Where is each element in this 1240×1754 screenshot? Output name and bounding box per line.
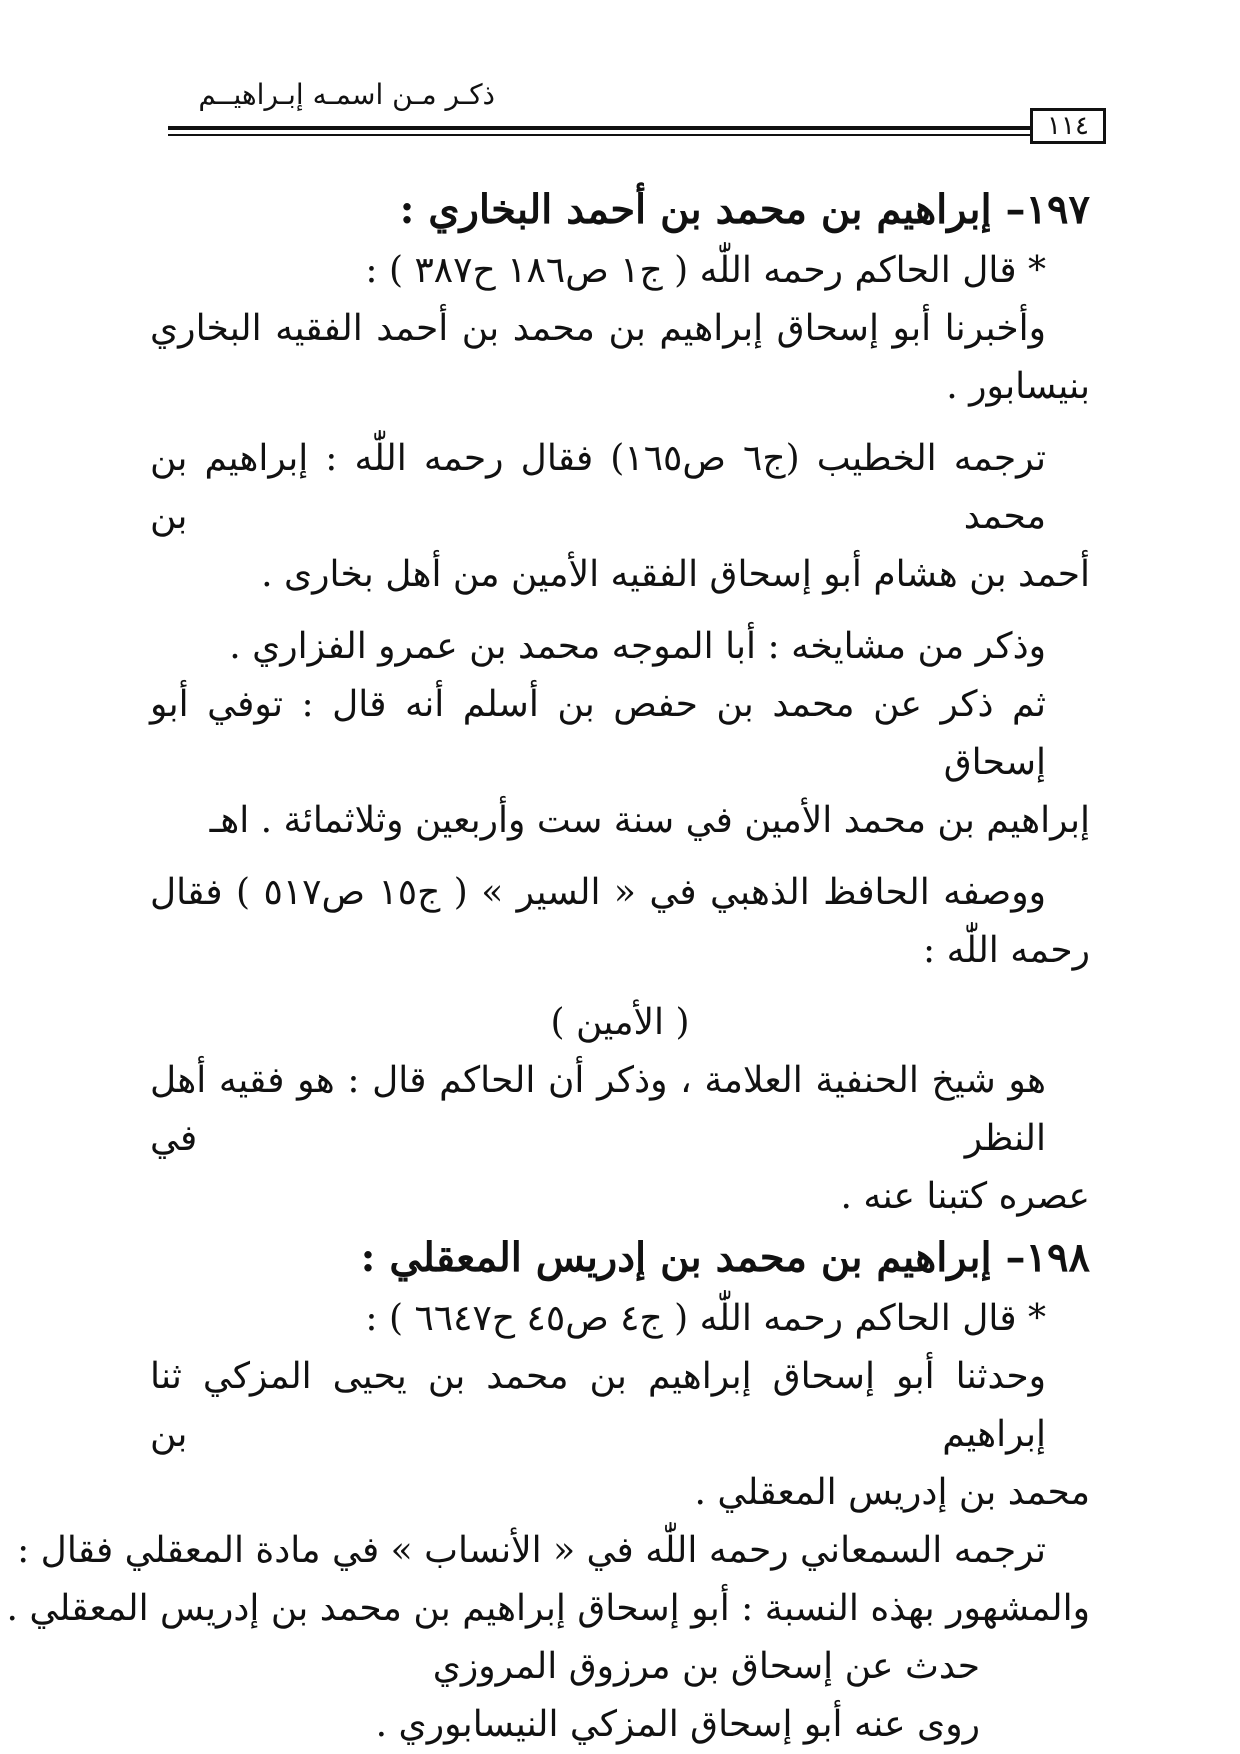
text-line: وذكر من مشايخه : أبا الموجه محمد بن عمرو الفزاري . [229, 626, 1046, 667]
text-line: ( الأمين ) [550, 1002, 690, 1043]
entry-heading: ١٩٧– إبراهيم بن محمد بن أحمد البخاري : [399, 186, 1090, 233]
citation-line: * قال الحاكم رحمه اللّٰه ( ج٤ ص٤٥ ح٦٦٤٧ ) : [365, 1298, 1046, 1339]
text-line: وأخبرنا أبو إسحاق إبراهيم بن محمد بن أحمد الفقيه البخاري [150, 308, 1046, 349]
running-title: ذكـر مـن اسمـه إبـراهيــم [198, 78, 495, 111]
text-line: وحدثنا أبو إسحاق إبراهيم بن محمد بن يحيى المزكي ثنا إبراهيم بن [150, 1356, 1046, 1455]
page-body [6, 178, 1090, 1754]
text-line: ترجمه السمعاني رحمه اللّٰه في « الأنساب » في مادة المعقلي فقال : [17, 1530, 1046, 1571]
text-line: ووصفه الحافظ الذهبي في « السير » ( ج١٥ ص٥١٧ ) فقال [150, 872, 1046, 913]
header-rule-thin [168, 134, 1033, 136]
text-line: ترجمه الخطيب (ج٦ ص١٦٥) فقال رحمه اللّٰه : إبراهيم بن محمد بن [150, 438, 1047, 537]
text-line: أحمد بن هشام أبو إسحاق الفقيه الأمين من أهل بخارى . [261, 554, 1090, 595]
entry-heading: ١٩٨– إبراهيم بن محمد بن إدريس المعقلي : [360, 1234, 1090, 1281]
page-number: ١١٤ [1030, 108, 1106, 144]
text-line: روى عنه أبو إسحاق المزكي النيسابوري . [375, 1704, 980, 1745]
citation-line: * قال الحاكم رحمه اللّٰه ( ج١ ص١٨٦ ح٣٨٧ ) : [365, 250, 1046, 291]
text-line: رحمه اللّٰه : [923, 930, 1090, 971]
text-line: محمد بن إدريس المعقلي . [694, 1472, 1090, 1513]
text-line: بنيسابور . [946, 366, 1090, 407]
text-line: حدث عن إسحاق بن مرزوق المروزي [432, 1646, 980, 1687]
text-line: هو شيخ الحنفية العلامة ، وذكر أن الحاكم قال : هو فقيه أهل النظر في [150, 1060, 1046, 1159]
header-rule-thick [168, 126, 1033, 130]
text-line: إبراهيم بن محمد الأمين في سنة ست وأربعين وثلاثمائة . اهـ [209, 800, 1090, 841]
text-line: عصره كتبنا عنه . [840, 1176, 1090, 1217]
text-line: والمشهور بهذه النسبة : أبو إسحاق إبراهيم بن محمد بن إدريس المعقلي . [6, 1588, 1090, 1629]
text-line: ثم ذكر عن محمد بن حفص بن أسلم أنه قال : توفي أبو إسحاق [150, 684, 1046, 783]
